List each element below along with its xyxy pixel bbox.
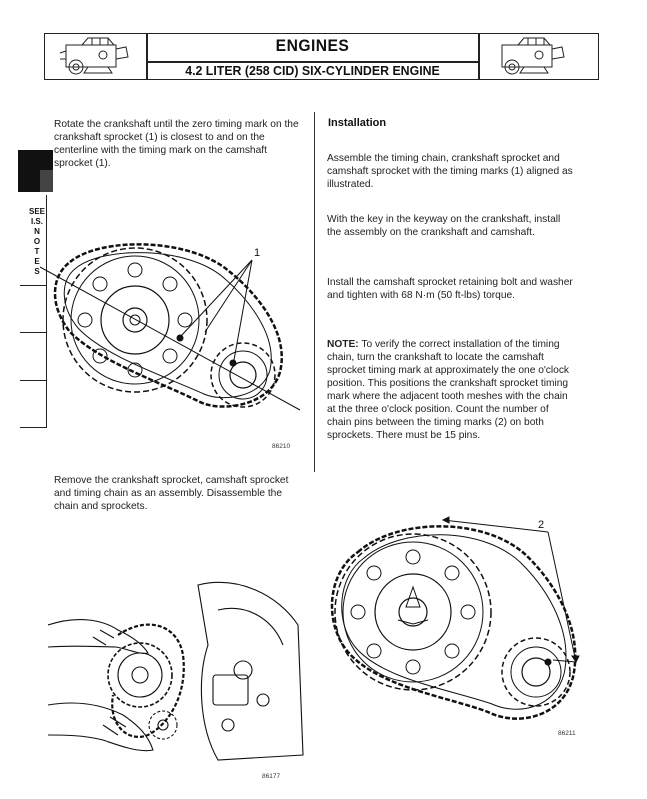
procedure-paragraph: Remove the crankshaft sprocket, camshaft sprocket and timing chain as an assembly. Disassemble the chain and sprockets. [54, 475, 289, 512]
note-label: NOTE: [327, 339, 359, 350]
page-title: ENGINES [275, 36, 350, 55]
column-divider [314, 112, 315, 472]
see-notes-line: T [34, 247, 40, 256]
see-notes-line: O [33, 237, 41, 246]
section-tab-marker [40, 170, 53, 192]
procedure-paragraph: Install the camshaft sprocket retaining bolt and washer and tighten with 68 N·m (50 ft-lbs) torque. [327, 277, 573, 301]
procedure-paragraph: Assemble the timing chain, crankshaft sprocket and camshaft sprocket with the timing marks (1) aligned as illustrated. [327, 153, 573, 190]
figure-callout: 1 [254, 247, 261, 259]
see-notes-line: SEE [28, 207, 45, 216]
timing-mark-verification-figure [318, 512, 588, 742]
see-notes-line: I.S. [30, 217, 43, 226]
section-heading: Installation [328, 117, 387, 129]
figure-number: 86210 [272, 443, 291, 450]
procedure-paragraph: Rotate the crankshaft until the zero timing mark on the crankshaft sprocket (1) is closest to and on the centerline with the timing mark on the camshaft sprocket (1). [54, 119, 299, 169]
figure-number: 86177 [262, 773, 281, 780]
header-divider [478, 33, 480, 80]
see-notes-line: E [34, 257, 40, 266]
engine-illustration-icon [482, 35, 578, 78]
note-text: To verify the correct installation of the timing chain, turn the crankshaft to locate the camshaft sprocket timing mark at approximately the one o'clock position. This positions the crankshaft sprocket timing mark where the adjacent tooth meshes with the chain at the three o'clock position. Count the number of chain pins between the timing marks (2) on both sprockets. There must be 15 pins. [327, 339, 570, 441]
figure-number: 86211 [558, 730, 576, 737]
sprocket-removal-figure [48, 575, 308, 765]
engine-illustration-icon [48, 35, 144, 78]
timing-chain-figure [40, 232, 308, 432]
see-notes-line: N [34, 227, 40, 236]
figure-callout: 2 [538, 519, 545, 531]
header-divider [146, 33, 148, 80]
see-notes-line: S [34, 267, 40, 276]
page-subtitle: 4.2 LITER (258 CID) SIX-CYLINDER ENGINE [185, 63, 440, 78]
procedure-paragraph: With the key in the keyway on the crankshaft, install the assembly on the crankshaft and camshaft. [327, 214, 561, 238]
note-paragraph [327, 338, 573, 442]
